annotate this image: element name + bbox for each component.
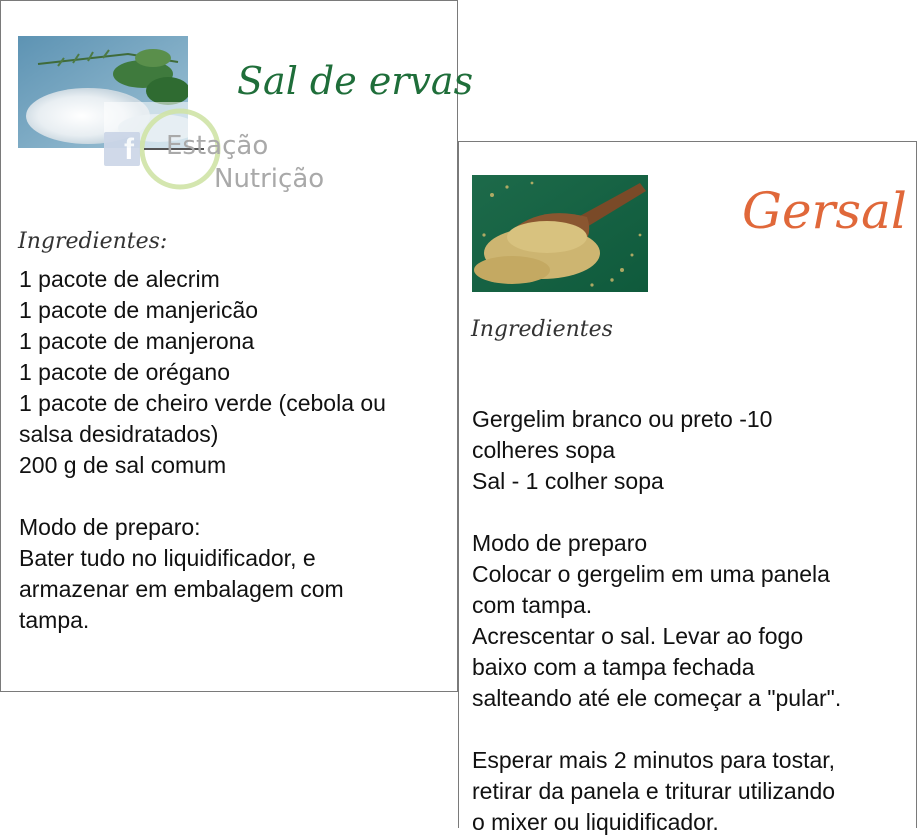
ingredients-label: Ingredientes bbox=[471, 317, 613, 342]
recipe-title: Sal de ervas bbox=[237, 59, 474, 103]
ingredients-label: Ingredientes: bbox=[18, 229, 168, 254]
recipe-line: Colocar o gergelim em uma panela bbox=[472, 561, 830, 587]
recipe-title: Gersal bbox=[742, 182, 907, 240]
recipe-line: tampa. bbox=[19, 607, 90, 633]
recipe-line: retirar da panela e triturar utilizando bbox=[472, 778, 836, 804]
recipe-line: 1 pacote de manjerona bbox=[19, 328, 255, 354]
recipe-line: 1 pacote de orégano bbox=[19, 359, 231, 385]
recipe-text bbox=[472, 373, 912, 838]
recipe-line: Bater tudo no liquidificador, e bbox=[19, 545, 316, 571]
recipe-line: 1 pacote de manjericão bbox=[19, 297, 259, 323]
recipe-line: Gergelim branco ou preto -10 bbox=[472, 406, 773, 432]
recipe-line: Modo de preparo: bbox=[19, 514, 201, 540]
recipe-line bbox=[472, 373, 912, 404]
recipe-line: com tampa. bbox=[472, 592, 593, 618]
recipe-line bbox=[19, 481, 449, 512]
recipe-line: Modo de preparo bbox=[472, 530, 648, 556]
recipe-line: 1 pacote de alecrim bbox=[19, 266, 220, 292]
recipe-line: 200 g de sal comum bbox=[19, 452, 227, 478]
recipe-line: salteando até ele começar a "pular". bbox=[472, 685, 842, 711]
recipe-card-gersal bbox=[458, 141, 917, 835]
recipe-line: Sal - 1 colher sopa bbox=[472, 468, 664, 494]
facebook-icon: f bbox=[104, 132, 140, 166]
recipe-line: 1 pacote de cheiro verde (cebola ou bbox=[19, 390, 386, 416]
recipe-line bbox=[472, 714, 912, 745]
watermark-line-2: Nutrição bbox=[214, 164, 325, 194]
recipe-line: o mixer ou liquidificador. bbox=[472, 809, 719, 835]
watermark-line-1: Estação bbox=[166, 131, 269, 161]
recipe-line bbox=[472, 497, 912, 528]
recipe-card-sal-de-ervas bbox=[0, 0, 474, 692]
recipe-line: Esperar mais 2 minutos para tostar, bbox=[472, 747, 836, 773]
recipe-text bbox=[19, 264, 449, 636]
recipe-line: armazenar em embalagem com bbox=[19, 576, 344, 602]
recipe-line: baixo com a tampa fechada bbox=[472, 654, 755, 680]
estacao-nutricao-watermark bbox=[104, 102, 334, 197]
sesame-scoop-photo bbox=[472, 175, 648, 292]
recipe-line: Acrescentar o sal. Levar ao fogo bbox=[472, 623, 804, 649]
recipe-line: colheres sopa bbox=[472, 437, 616, 463]
recipe-line: salsa desidratados) bbox=[19, 421, 219, 447]
